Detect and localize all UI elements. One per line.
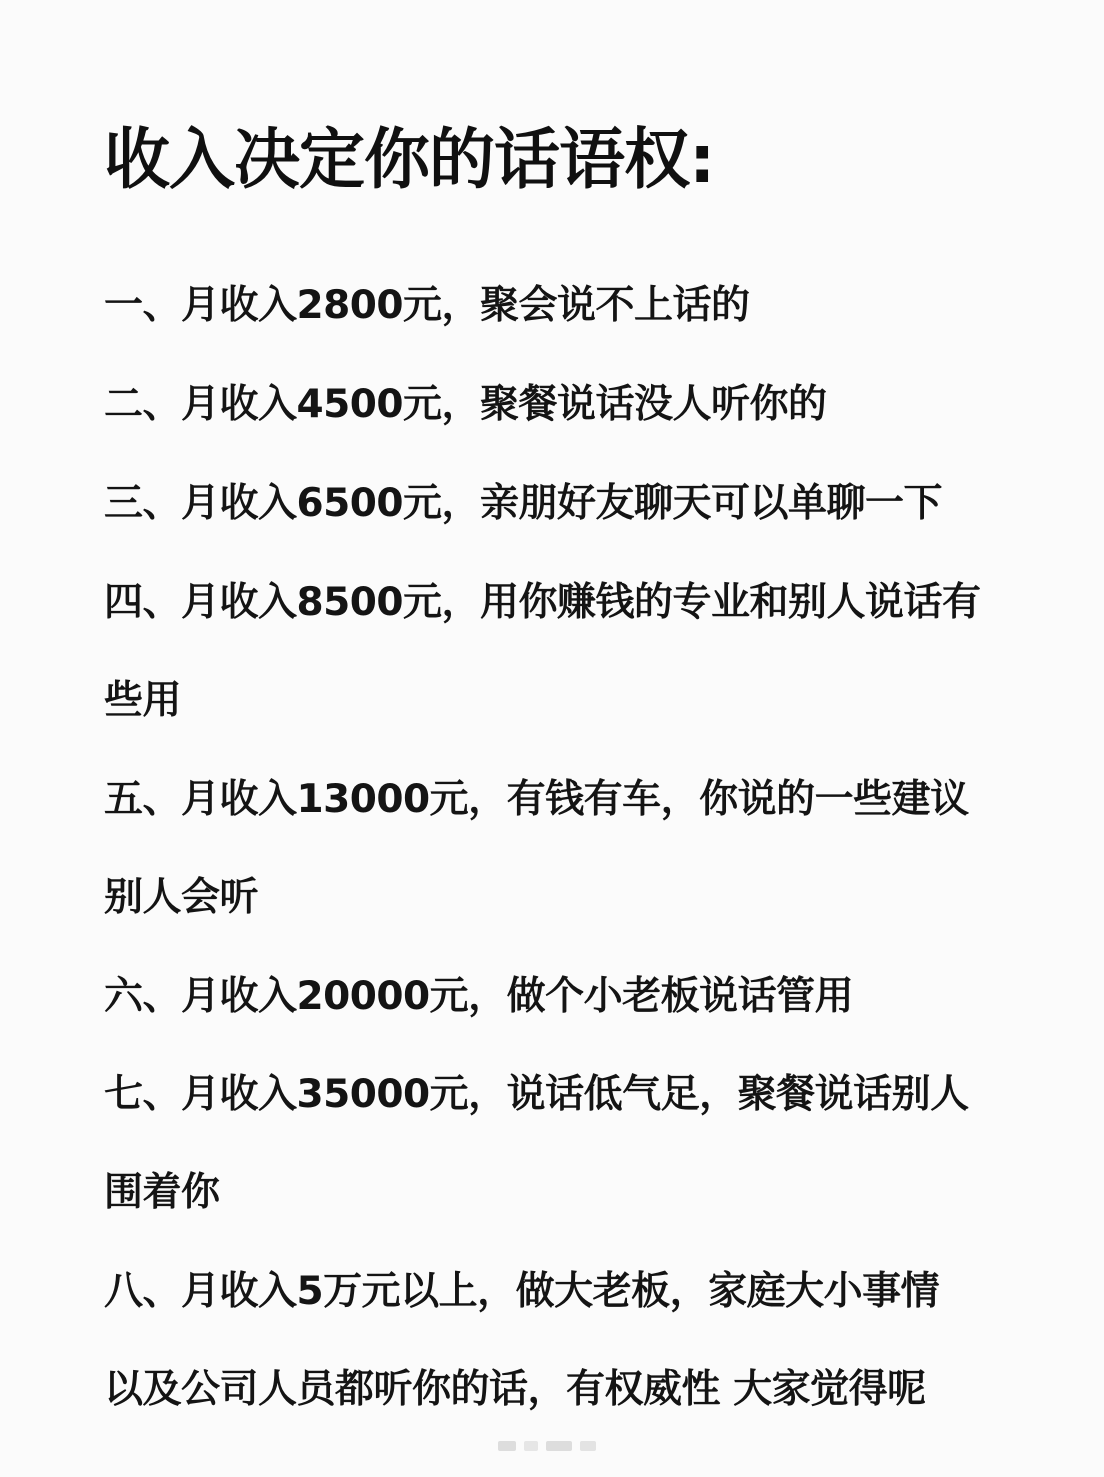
income-line-1: 一、月收入2800元，聚会说不上话的 (104, 283, 750, 328)
income-line-4: 四、月收入8500元，用你赚钱的专业和别人说话有 (104, 580, 981, 625)
income-line-5-continued: 别人会听 (104, 875, 259, 920)
watermark-mark (546, 1441, 572, 1451)
income-line-8-continued: 以及公司人员都听你的话，有权威性 大家觉得呢 (104, 1367, 926, 1412)
income-line-5: 五、月收入13000元，有钱有车，你说的一些建议 (104, 777, 969, 822)
income-line-7: 七、月收入35000元，说话低气足，聚餐说话别人 (104, 1072, 969, 1117)
watermark-mark (524, 1441, 538, 1451)
watermark-mark (580, 1441, 596, 1451)
income-line-8: 八、月收入5万元以上，做大老板，家庭大小事情 (104, 1269, 940, 1314)
faint-watermark (498, 1439, 610, 1453)
page-title: 收入决定你的话语权: (104, 121, 715, 198)
income-line-2: 二、月收入4500元，聚餐说话没人听你的 (104, 382, 827, 427)
income-line-7-continued: 围着你 (104, 1170, 220, 1215)
income-line-6: 六、月收入20000元，做个小老板说话管用 (104, 974, 854, 1019)
income-line-4-continued: 些用 (104, 678, 182, 723)
watermark-mark (498, 1441, 516, 1451)
income-line-3: 三、月收入6500元，亲朋好友聊天可以单聊一下 (104, 481, 943, 526)
